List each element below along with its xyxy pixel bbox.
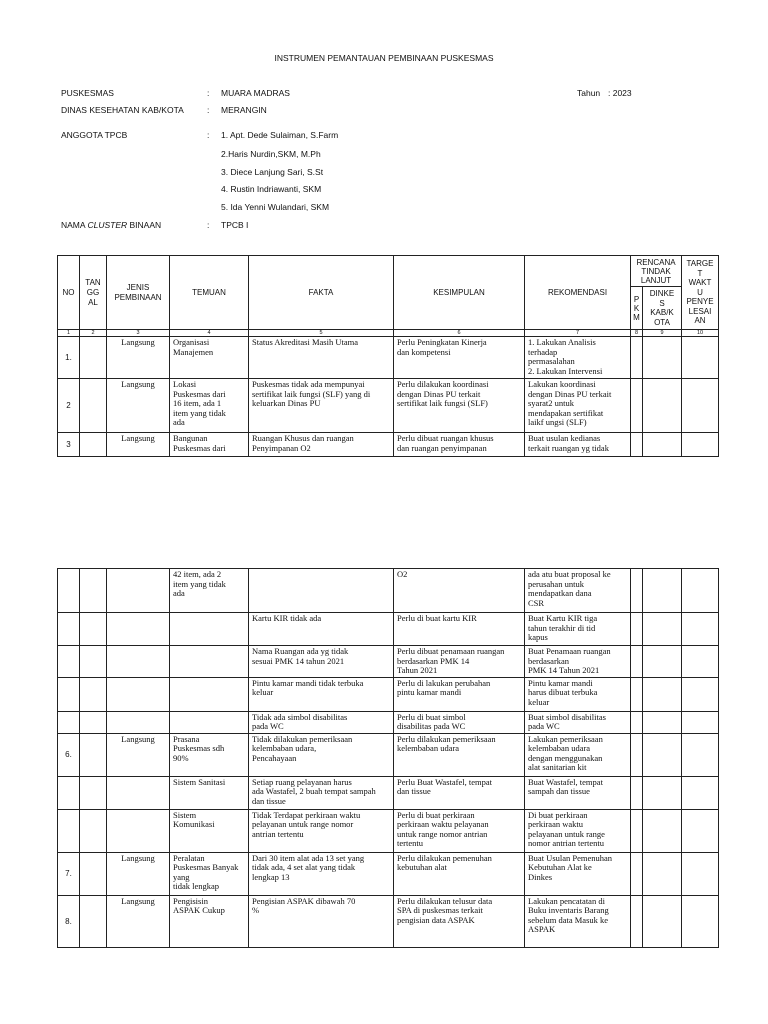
puskesmas-value: MUARA MADRAS <box>221 88 290 98</box>
row-jenis: Langsung <box>107 895 170 947</box>
column-index: 10 <box>682 330 719 337</box>
row-pkm <box>631 852 643 895</box>
row-fakta: Tidak Terdapat perkiraan waktu pelayanan untuk range nomor antrian tertentu <box>249 809 394 852</box>
cluster-value: TPCB I <box>221 220 249 230</box>
row-fakta: Status Akreditasi Masih Utama <box>249 337 394 379</box>
cluster-label: NAMA CLUSTER BINAAN <box>61 220 162 230</box>
colon: : <box>207 88 210 98</box>
row-kesimpulan: Perlu di buat perkiraan perkiraan waktu pelayanan untuk range nomor antrian tertentu <box>394 809 525 852</box>
row-rekomendasi: Buat simbol disabilitas pada WC <box>525 711 631 733</box>
row-tanggal <box>80 677 107 711</box>
column-index-row <box>58 330 719 337</box>
row-fakta: Tidak ada simbol disabilitas pada WC <box>249 711 394 733</box>
header-tanggal: TAN GG AL <box>80 256 107 330</box>
row-temuan <box>170 677 249 711</box>
row-dinkes <box>643 895 682 947</box>
row-pkm <box>631 569 643 613</box>
row-jenis <box>107 646 170 678</box>
row-jenis <box>107 711 170 733</box>
row-jenis <box>107 677 170 711</box>
findings-table-page-2 <box>57 568 719 948</box>
row-jenis <box>107 569 170 613</box>
row-fakta: Pengisian ASPAK dibawah 70 % <box>249 895 394 947</box>
row-target <box>682 569 719 613</box>
row-jenis: Langsung <box>107 852 170 895</box>
row-temuan: Pengisisin ASPAK Cukup <box>170 895 249 947</box>
row-pkm <box>631 895 643 947</box>
table-row <box>58 733 719 776</box>
table-row <box>58 569 719 613</box>
row-no: 1. <box>58 337 80 379</box>
row-kesimpulan: Perlu dibuat penamaan ruangan berdasarkan PMK 14 Tahun 2021 <box>394 646 525 678</box>
row-kesimpulan: Perlu dilakukan koordinasi dengan Dinas PU terkait sertifikat laik fungsi (SLF) <box>394 379 525 433</box>
row-no <box>58 613 80 646</box>
row-kesimpulan: Perlu dibuat ruangan khusus dan ruangan penyimpanan <box>394 433 525 457</box>
tahun-value: : 2023 <box>608 88 632 98</box>
row-tanggal <box>80 895 107 947</box>
header-temuan: TEMUAN <box>170 256 249 330</box>
row-target <box>682 677 719 711</box>
row-rekomendasi: ada atu buat proposal ke perusahan untuk mendapatkan dana CSR <box>525 569 631 613</box>
row-no <box>58 646 80 678</box>
row-kesimpulan: Perlu Buat Wastafel, tempat dan tissue <box>394 776 525 809</box>
row-target <box>682 379 719 433</box>
row-no: 2 <box>58 379 80 433</box>
row-fakta: Setiap ruang pelayanan harus ada Wastafel, 2 buah tempat sampah dan tissue <box>249 776 394 809</box>
row-fakta: Pintu kamar mandi tidak terbuka keluar <box>249 677 394 711</box>
findings-table-page-1 <box>57 255 719 457</box>
row-dinkes <box>643 569 682 613</box>
row-tanggal <box>80 379 107 433</box>
row-fakta: Dari 30 item alat ada 13 set yang tidak ada, 4 set alat yang tidak lengkap 13 <box>249 852 394 895</box>
header-no: NO <box>58 256 80 330</box>
row-dinkes <box>643 379 682 433</box>
row-dinkes <box>643 433 682 457</box>
row-temuan <box>170 711 249 733</box>
column-index: 1 <box>58 330 80 337</box>
row-pkm <box>631 337 643 379</box>
table-row <box>58 895 719 947</box>
row-kesimpulan: Perlu di lakukan perubahan pintu kamar mandi <box>394 677 525 711</box>
row-kesimpulan: Perlu Peningkatan Kinerja dan kompetensi <box>394 337 525 379</box>
row-no: 7. <box>58 852 80 895</box>
row-pkm <box>631 776 643 809</box>
row-target <box>682 646 719 678</box>
row-rekomendasi: Buat Usulan Pemenuhan Kebutuhan Alat ke Dinkes <box>525 852 631 895</box>
row-rekomendasi: Buat Kartu KIR tiga tahun terakhir di tid kapus <box>525 613 631 646</box>
row-tanggal <box>80 711 107 733</box>
row-dinkes <box>643 646 682 678</box>
row-fakta: Nama Ruangan ada yg tidak sesuai PMK 14 tahun 2021 <box>249 646 394 678</box>
row-temuan <box>170 613 249 646</box>
row-dinkes <box>643 711 682 733</box>
row-no: 8. <box>58 895 80 947</box>
row-tanggal <box>80 569 107 613</box>
dinas-label: DINAS KESEHATAN KAB/KOTA <box>61 105 184 115</box>
column-index: 6 <box>394 330 525 337</box>
row-rekomendasi: Di buat perkiraan perkiraan waktu pelayanan untuk range nomor antrian tertentu <box>525 809 631 852</box>
header-pkm: P K M <box>631 287 643 330</box>
row-dinkes <box>643 337 682 379</box>
document-title: INSTRUMEN PEMANTAUAN PEMBINAAN PUSKESMAS <box>274 53 494 63</box>
row-kesimpulan: O2 <box>394 569 525 613</box>
row-rekomendasi: Lakukan koordinasi dengan Dinas PU terkait syarat2 untuk mendapakan sertifikat laikf ungsi (SLF) <box>525 379 631 433</box>
row-fakta: Tidak dilakukan pemeriksaan kelembaban udara, Pencahayaan <box>249 733 394 776</box>
row-target <box>682 711 719 733</box>
row-jenis: Langsung <box>107 433 170 457</box>
table-row <box>58 776 719 809</box>
row-dinkes <box>643 776 682 809</box>
table-row <box>58 711 719 733</box>
row-target <box>682 433 719 457</box>
row-no <box>58 677 80 711</box>
header-rencana: RENCANA TINDAK LANJUT <box>631 256 682 287</box>
colon: : <box>207 220 210 230</box>
row-temuan: Lokasi Puskesmas dari 16 item, ada 1 item yang tidak ada <box>170 379 249 433</box>
column-index: 4 <box>170 330 249 337</box>
row-jenis: Langsung <box>107 337 170 379</box>
row-tanggal <box>80 433 107 457</box>
colon: : <box>207 105 210 115</box>
row-temuan: Prasana Puskesmas sdh 90% <box>170 733 249 776</box>
tahun-label: Tahun <box>577 88 601 98</box>
row-kesimpulan: Perlu dilakukan pemeriksaan kelembaban udara <box>394 733 525 776</box>
row-kesimpulan: Perlu di buat simbol disabilitas pada WC <box>394 711 525 733</box>
row-pkm <box>631 613 643 646</box>
row-target <box>682 337 719 379</box>
row-dinkes <box>643 852 682 895</box>
row-no: 3 <box>58 433 80 457</box>
column-index: 9 <box>643 330 682 337</box>
row-temuan: Bangunan Puskesmas dari <box>170 433 249 457</box>
table-row <box>58 379 719 433</box>
anggota-member-1: 1. Apt. Dede Sulaiman, S.Farm <box>221 130 339 140</box>
row-no <box>58 776 80 809</box>
row-fakta <box>249 569 394 613</box>
table-row <box>58 852 719 895</box>
anggota-label: ANGGOTA TPCB <box>61 130 128 140</box>
row-rekomendasi: Pintu kamar mandi harus dibuat terbuka keluar <box>525 677 631 711</box>
row-temuan: Peralatan Puskesmas Banyak yang tidak lengkap <box>170 852 249 895</box>
row-pkm <box>631 809 643 852</box>
header-rekomendasi: REKOMENDASI <box>525 256 631 330</box>
anggota-member-4: 4. Rustin Indriawanti, SKM <box>221 184 322 194</box>
row-rekomendasi: Buat Penamaan ruangan berdasarkan PMK 14 Tahun 2021 <box>525 646 631 678</box>
header-fakta: FAKTA <box>249 256 394 330</box>
row-rekomendasi: Buat usulan kedianas terkait ruangan yg tidak <box>525 433 631 457</box>
table-row <box>58 646 719 678</box>
row-no: 6. <box>58 733 80 776</box>
row-temuan: 42 item, ada 2 item yang tidak ada <box>170 569 249 613</box>
row-no <box>58 569 80 613</box>
row-pkm <box>631 733 643 776</box>
column-index: 2 <box>80 330 107 337</box>
row-pkm <box>631 433 643 457</box>
row-jenis: Langsung <box>107 733 170 776</box>
table-row <box>58 433 719 457</box>
column-index: 8 <box>631 330 643 337</box>
row-target <box>682 613 719 646</box>
row-jenis <box>107 809 170 852</box>
row-temuan: Sistem Komunikasi <box>170 809 249 852</box>
table-row <box>58 613 719 646</box>
row-pkm <box>631 711 643 733</box>
column-index: 3 <box>107 330 170 337</box>
row-fakta: Kartu KIR tidak ada <box>249 613 394 646</box>
row-jenis <box>107 613 170 646</box>
header-target: TARGE T WAKT U PENYE LESAI AN <box>682 256 719 330</box>
row-target <box>682 852 719 895</box>
row-dinkes <box>643 613 682 646</box>
row-jenis: Langsung <box>107 379 170 433</box>
row-tanggal <box>80 776 107 809</box>
row-tanggal <box>80 337 107 379</box>
row-target <box>682 733 719 776</box>
anggota-member-5: 5. Ida Yenni Wulandari, SKM <box>221 202 330 212</box>
row-tanggal <box>80 809 107 852</box>
table-row <box>58 337 719 379</box>
row-target <box>682 895 719 947</box>
row-rekomendasi: 1. Lakukan Analisis terhadap permasalahan 2. Lakukan Intervensi <box>525 337 631 379</box>
colon: : <box>207 130 210 140</box>
row-fakta: Puskesmas tidak ada mempunyai sertifikat laik fungsi (SLF) yang di keluarkan Dinas PU <box>249 379 394 433</box>
row-no <box>58 711 80 733</box>
row-kesimpulan: Perlu di buat kartu KIR <box>394 613 525 646</box>
row-dinkes <box>643 733 682 776</box>
header-dinkes: DINKE S KAB/K OTA <box>643 287 682 330</box>
column-index: 5 <box>249 330 394 337</box>
table-row <box>58 677 719 711</box>
row-tanggal <box>80 733 107 776</box>
row-target <box>682 809 719 852</box>
row-target <box>682 776 719 809</box>
row-jenis <box>107 776 170 809</box>
header-jenis: JENIS PEMBINAAN <box>107 256 170 330</box>
row-pkm <box>631 677 643 711</box>
table-row <box>58 809 719 852</box>
row-temuan <box>170 646 249 678</box>
row-fakta: Ruangan Khusus dan ruangan Penyimpanan O2 <box>249 433 394 457</box>
row-no <box>58 809 80 852</box>
row-dinkes <box>643 809 682 852</box>
anggota-member-3: 3. Diece Lanjung Sari, S.St <box>221 167 324 177</box>
row-pkm <box>631 379 643 433</box>
row-tanggal <box>80 613 107 646</box>
row-rekomendasi: Buat Wastafel, tempat sampah dan tissue <box>525 776 631 809</box>
row-rekomendasi: Lakukan pemeriksaan kelembaban udara dengan menggunakan alat sanitarian kit <box>525 733 631 776</box>
puskesmas-label: PUSKESMAS <box>61 88 114 98</box>
dinas-value: MERANGIN <box>221 105 267 115</box>
row-dinkes <box>643 677 682 711</box>
row-tanggal <box>80 852 107 895</box>
row-kesimpulan: Perlu dilakukan telusur data SPA di puskesmas terkait pengisian data ASPAK <box>394 895 525 947</box>
header-kesimpulan: KESIMPULAN <box>394 256 525 330</box>
row-temuan: Sistem Sanitasi <box>170 776 249 809</box>
row-pkm <box>631 646 643 678</box>
column-index: 7 <box>525 330 631 337</box>
row-temuan: Organisasi Manajemen <box>170 337 249 379</box>
row-rekomendasi: Lakukan pencatatan di Buku inventaris Barang sebelum data Masuk ke ASPAK <box>525 895 631 947</box>
row-tanggal <box>80 646 107 678</box>
row-kesimpulan: Perlu dilakukan pemenuhan kebutuhan alat <box>394 852 525 895</box>
anggota-member-2: 2.Haris Nurdin,SKM, M.Ph <box>221 149 321 159</box>
